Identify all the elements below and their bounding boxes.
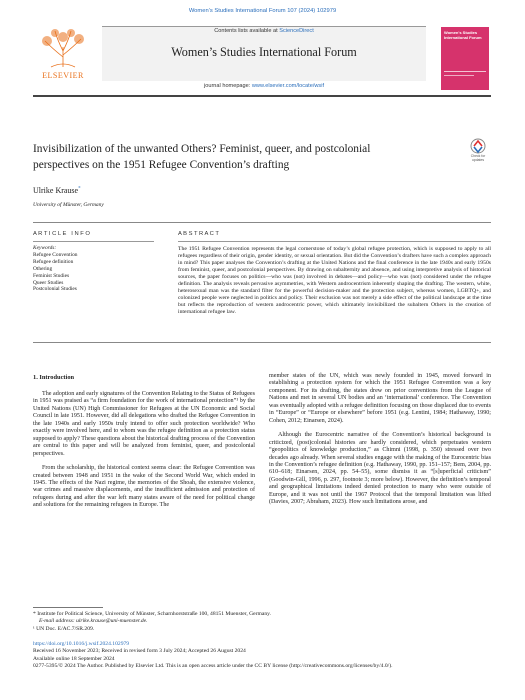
sciencedirect-link[interactable]: ScienceDirect — [279, 28, 314, 34]
article-title — [33, 141, 433, 173]
author-name[interactable]: Ulrike Krause — [33, 186, 79, 195]
contents-prefix: Contents lists available at — [214, 28, 280, 34]
homepage-line — [102, 83, 426, 89]
keyword-item: Refugee Convention — [33, 251, 78, 258]
body-paragraph: member states of the UN, which was newly founded in 1945, moved forward in establishing a protection system for which the 1951 Refugee Convention was a key component. For its drafting, the states drew on prior conventions from the League of Nations and met in several UN bodies and an ‘international’ conference. The Convention was eventually adopted with a refugee definition focusing on those displaced due to events in “Europe” or “Europe or elsewhere” before 1951 (e.g. Lentini, 1984; Hathaway, 1990; Cohen, 2012; Einarsen, 2024). — [269, 373, 491, 424]
available-online: Available online 18 September 2024 — [33, 655, 115, 662]
masthead-banner — [102, 27, 426, 81]
author-line — [33, 186, 81, 195]
publisher-logo[interactable] — [33, 27, 93, 79]
publisher-wordmark: ELSEVIER — [42, 71, 84, 80]
doi-link[interactable]: https://doi.org/10.1016/j.wsif.2024.102979 — [33, 641, 130, 647]
homepage-link[interactable]: www.elsevier.com/locate/wsif — [251, 83, 325, 89]
abstract-text: The 1951 Refugee Convention represents the legal cornerstone of today’s global refugee protection, which is supposed to apply to all refugees regardless of their origin, gender identity, or sexual orientation. But did the Convention’s drafters have such a complex approach in mind? This paper analyses the Convention’s drafting at the United Nations and the final conference in the late 1940s and early 1950s from feminist, queer, and postcolonial perspectives. By drawing on subalternity and absence, and using interpretive analysis of historical sources, the paper focuses on politics—who was (not) involved in debates—and policy—who was (not) considered under the refugee definition. The analysis reveals pervasive asymmetries, with Western androcentrism inherently shaping the drafting. The western, white, heterosexual man was the standard filter for the powerful decision-maker and the protection subject, whereas women, LGBTQ+, and colonized people were neglected in politics and policy. Their exclusion was not merely a side effect of the political landscape at the time but reflects the reproduction of western androcentric power, which ultimately invisibilized the subaltern Others in the creation of international refugee law. — [178, 246, 491, 316]
body-paragraph: Although the Eurocentric narrative of the Convention’s historical background is criticized, (post)colonial histories are hardly considered, which perpetuates western “geopolitics of knowledge production,” as Chimni (1998, p. 350) stressed over two decades ago already. When several studies engage with the making of the Eurocentric bias in the Convention’s refugee definition (e.g. Hathaway, 1990, pp. 151–157; Bem, 2004, pp. 610–618; Einarsen, 2024, pp. 54–55), some dismiss it as “[s]uperficial criticism” (Goodwin-Gill, 1996, p. 297, footnote 3; more below). However, the definition’s temporal and geographical limitations indeed denied protection to many who were outside of Europe, and it was not until the 1967 Protocol that the temporal limitation was lifted (Davies, 2007; Abraham, 2023). How such limitations arose, and — [269, 432, 491, 506]
body-paragraph: The adoption and early signatures of the Convention Relating to the Status of Refugees in 1951 was praised as “a firm foundation for the work of international protection”¹ by the United Nations (UN) High Commissioner for Refugees at the UN Economic and Social Council in late 1951. However, did all delegations who drafted the Refugee Convention in the late 1940s and early 1950s truly intend to offer such protection worldwide? Who exactly were involved here, and to whom was the refugee definition as a protection status supposed to apply? These questions about the historical drafting process of the Convention are central to this paper and will be analyzed from feminist, queer, and postcolonial perspectives. — [33, 391, 255, 457]
article-info-heading: A R T I C L E I N F O — [33, 231, 90, 237]
contents-line — [102, 28, 426, 34]
footnotes — [33, 611, 491, 633]
license-statement: 0277-5395/© 2024 The Author. Published by Elsevier Ltd. This is an open access article under the CC BY license (http://creativecommons.org/licenses/by/4.0/). — [33, 662, 393, 669]
homepage-prefix: journal homepage: — [203, 83, 252, 89]
keywords-block — [33, 245, 154, 293]
section-heading-introduction: 1. Introduction — [33, 374, 75, 381]
body-left-column — [33, 374, 255, 510]
keyword-item: Queer Studies — [33, 279, 64, 286]
keyword-item: Refugee definition — [33, 258, 74, 265]
received-dates: Received 16 November 2023; Received in revised form 3 July 2024; Accepted 26 August 2024 — [33, 648, 246, 655]
body-right-column — [269, 373, 491, 507]
title-line-2: perspectives on the 1951 Refugee Convention’s drafting — [33, 159, 290, 171]
author-footnote-mark[interactable]: * — [78, 186, 81, 192]
journal-cover-thumbnail[interactable] — [441, 27, 489, 90]
elsevier-tree-icon — [33, 27, 93, 71]
footnote-affiliation: * Institute for Political Science, University of Münster, Scharnhorststraße 100, 48151 Muenster, Germany. — [33, 611, 271, 617]
author-affiliation: University of Münster, Germany — [33, 202, 104, 208]
abstract-heading: A B S T R A C T — [178, 231, 219, 237]
publication-info — [33, 641, 491, 670]
footnote-email[interactable]: E-mail address: ulrike.krause@uni-muenster.de. — [39, 618, 148, 625]
footnote-un-doc: ¹ UN Doc. E/AC.7/SR.209. — [33, 625, 95, 632]
keyword-item: Feminist Studies — [33, 272, 70, 279]
keyword-item: Othering — [33, 265, 53, 272]
crossmark-icon — [469, 138, 487, 154]
cover-title: Women's Studies International Forum — [444, 30, 482, 40]
keywords-label: Keywords: — [33, 245, 57, 251]
crossmark-label: Check for updates — [470, 154, 486, 162]
body-paragraph: From the scholarship, the historical context seems clear: the Refugee Convention was created between 1948 and 1951 in the wake of the Second World War, which ended in 1945. The effects of the Nazi regime, the memories of the Shoah, the extensive violence, war crimes and massive displacements, and the insufficient admission and protection of refugees during and after the war left many states aware of the need for political change and solutions for the remaining refugees in Europe. The — [33, 465, 255, 509]
crossmark-badge[interactable] — [466, 138, 490, 164]
title-line-1: Invisibilization of the unwanted Others? Feminist, queer, and postcolonial — [33, 143, 371, 155]
keyword-item: Postcolonial Studies — [33, 286, 77, 293]
journal-title: Women’s Studies International Forum — [171, 45, 357, 59]
journal-citation-header: Women’s Studies International Forum 107 (2024) 102979 — [188, 8, 337, 14]
